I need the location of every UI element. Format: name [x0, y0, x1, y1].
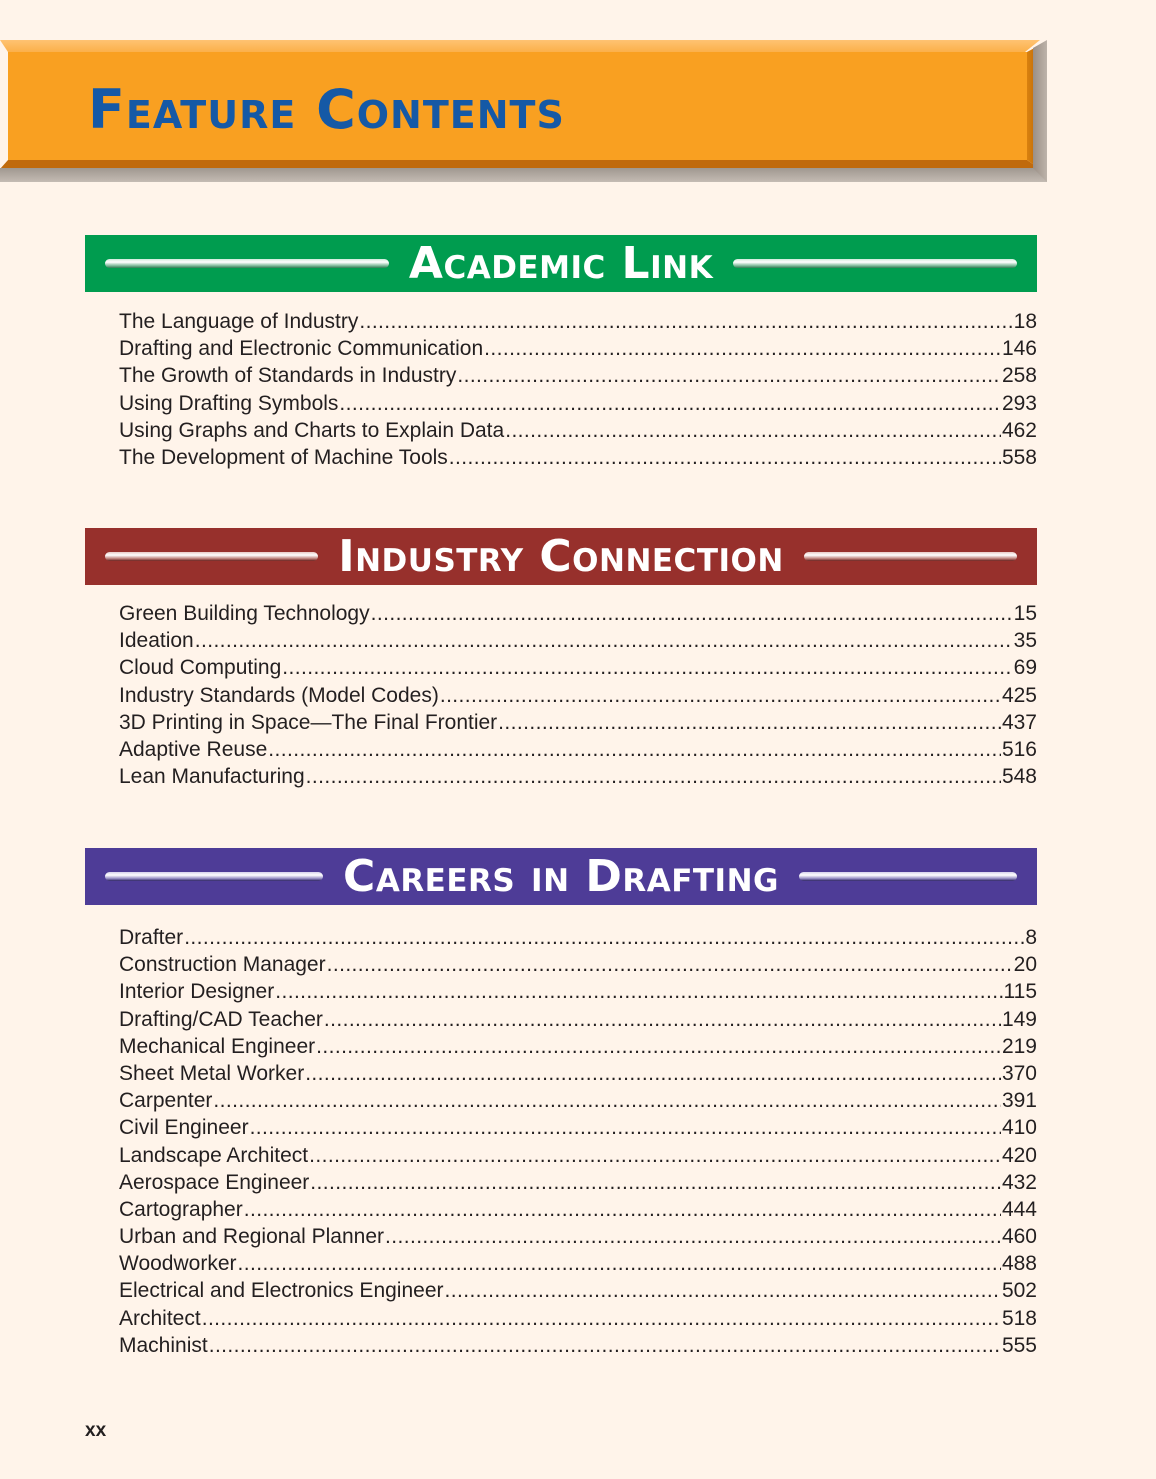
dot-leader [309, 1142, 1001, 1169]
dot-leader [244, 1196, 1001, 1223]
decorative-bar [105, 552, 318, 561]
entry-page-number: 391 [1001, 1089, 1037, 1113]
toc-entry [119, 308, 1037, 335]
entry-label: Civil Engineer [119, 1116, 249, 1140]
entry-label: Construction Manager [119, 953, 326, 977]
dot-leader [209, 1332, 1001, 1359]
entry-label: Mechanical Engineer [119, 1034, 316, 1058]
entry-page-number: 18 [1013, 310, 1037, 333]
dot-leader [359, 308, 1012, 335]
toc-entry [119, 1006, 1037, 1033]
entry-label: Lean Manufacturing [119, 765, 305, 789]
entry-page-number: 35 [1013, 629, 1037, 653]
toc-entry [119, 1087, 1037, 1114]
entry-label: Industry Standards (Model Codes) [119, 683, 439, 707]
page-number: xx [85, 1420, 107, 1441]
toc-entry [119, 654, 1037, 681]
dot-leader [316, 1033, 1001, 1060]
dot-leader [385, 1223, 1001, 1250]
toc-entry [119, 736, 1037, 763]
entry-label: Drafter [119, 926, 184, 949]
toc-entry [119, 1114, 1037, 1141]
entry-label: The Language of Industry [119, 310, 359, 333]
entry-page-number: 410 [1001, 1116, 1037, 1140]
entry-label: Cartographer [119, 1197, 243, 1221]
section-banner-academic-link [85, 235, 1037, 292]
dot-leader [238, 1250, 1001, 1277]
dot-leader [327, 951, 1013, 978]
entry-label: Adaptive Reuse [119, 737, 268, 761]
entry-label: Drafting and Electronic Communication [119, 337, 484, 361]
decorative-bar [105, 872, 323, 881]
toc-entry [119, 924, 1037, 951]
dot-leader [310, 1169, 1001, 1196]
industry-connection-list [119, 600, 1037, 790]
entry-label: Sheet Metal Worker [119, 1061, 305, 1085]
dot-leader [282, 654, 1012, 681]
toc-entry [119, 1223, 1037, 1250]
dot-leader [250, 1114, 1001, 1141]
entry-page-number: 293 [1001, 391, 1037, 415]
dot-leader [213, 1087, 1001, 1114]
dot-leader [440, 682, 1001, 709]
entry-label: Using Graphs and Charts to Explain Data [119, 418, 505, 442]
entry-page-number: 149 [1001, 1007, 1037, 1031]
section-banner-careers-in-drafting [85, 848, 1037, 905]
entry-page-number: 370 [1001, 1061, 1037, 1085]
toc-entry [119, 1196, 1037, 1223]
entry-page-number: 420 [1001, 1143, 1037, 1167]
dot-leader [505, 417, 1001, 444]
decorative-bar [804, 552, 1017, 561]
dot-leader [457, 362, 1001, 389]
toc-entry [119, 1060, 1037, 1087]
careers-in-drafting-list [119, 924, 1037, 1359]
dot-leader [371, 600, 1013, 627]
entry-label: Architect [119, 1306, 201, 1330]
section-title: Academic Link [408, 237, 714, 289]
entry-page-number: 460 [1001, 1225, 1037, 1249]
dot-leader [339, 390, 1001, 417]
toc-entry [119, 1277, 1037, 1304]
toc-entry [119, 978, 1037, 1005]
entry-label: 3D Printing in Space—The Final Frontier [119, 710, 498, 734]
decorative-bar [105, 259, 389, 268]
dot-leader [445, 1277, 1001, 1304]
decorative-bar [799, 872, 1017, 881]
toc-entry [119, 1305, 1037, 1332]
toc-entry [119, 390, 1037, 417]
entry-page-number: 219 [1001, 1034, 1037, 1058]
banner-bevel-bottom [0, 160, 1040, 169]
toc-entry [119, 627, 1037, 654]
entry-page-number: 425 [1001, 683, 1037, 707]
dot-leader [498, 709, 1001, 736]
entry-page-number: 146 [1001, 337, 1037, 361]
toc-entry [119, 1033, 1037, 1060]
entry-label: Carpenter [119, 1089, 213, 1113]
dot-leader [306, 763, 1001, 790]
entry-label: Electrical and Electronics Engineer [119, 1279, 444, 1303]
section-title: Careers in Drafting [343, 850, 779, 902]
dot-leader [275, 978, 1002, 1005]
entry-page-number: 462 [1001, 418, 1037, 442]
entry-page-number: 69 [1013, 656, 1037, 680]
entry-label: Interior Designer [119, 980, 275, 1004]
entry-page-number: 437 [1001, 710, 1037, 734]
entry-page-number: 555 [1001, 1333, 1037, 1357]
dot-leader [484, 335, 1001, 362]
banner-shadow-bottom [0, 168, 1047, 182]
toc-entry [119, 362, 1037, 389]
banner-bevel-top [0, 40, 1040, 52]
entry-page-number: 558 [1001, 445, 1037, 469]
entry-label: Landscape Architect [119, 1143, 309, 1167]
toc-entry [119, 682, 1037, 709]
section-title: Industry Connection [338, 530, 784, 582]
toc-entry [119, 709, 1037, 736]
entry-page-number: 432 [1001, 1170, 1037, 1194]
entry-label: The Development of Machine Tools [119, 445, 448, 469]
toc-entry [119, 417, 1037, 444]
entry-label: Machinist [119, 1333, 208, 1357]
entry-page-number: 115 [1003, 980, 1037, 1004]
entry-page-number: 20 [1013, 953, 1037, 977]
dot-leader [202, 1305, 1001, 1332]
entry-label: Urban and Regional Planner [119, 1225, 385, 1249]
toc-entry [119, 444, 1037, 471]
toc-entry [119, 1332, 1037, 1359]
dot-leader [184, 924, 1024, 951]
entry-label: Aerospace Engineer [119, 1170, 310, 1194]
toc-entry [119, 335, 1037, 362]
entry-page-number: 8 [1025, 926, 1037, 949]
entry-page-number: 15 [1013, 602, 1037, 625]
decorative-bar [733, 259, 1017, 268]
entry-label: Using Drafting Symbols [119, 391, 339, 415]
entry-label: Cloud Computing [119, 656, 282, 680]
dot-leader [324, 1006, 1001, 1033]
entry-page-number: 548 [1001, 765, 1037, 789]
entry-page-number: 518 [1001, 1306, 1037, 1330]
entry-label: Drafting/CAD Teacher [119, 1007, 323, 1031]
toc-entry [119, 763, 1037, 790]
entry-page-number: 258 [1001, 364, 1037, 388]
entry-label: Woodworker [119, 1252, 237, 1276]
entry-page-number: 488 [1001, 1252, 1037, 1276]
entry-page-number: 502 [1001, 1279, 1037, 1303]
dot-leader [305, 1060, 1001, 1087]
entry-label: Green Building Technology [119, 602, 370, 625]
entry-label: Ideation [119, 629, 194, 653]
toc-entry [119, 600, 1037, 627]
entry-label: The Growth of Standards in Industry [119, 364, 457, 388]
entry-page-number: 444 [1001, 1197, 1037, 1221]
entry-page-number: 516 [1001, 737, 1037, 761]
page-title: Feature Contents [88, 78, 565, 141]
toc-entry [119, 951, 1037, 978]
academic-link-list [119, 308, 1037, 471]
banner-shadow-right [1033, 40, 1047, 182]
toc-entry [119, 1169, 1037, 1196]
section-banner-industry-connection [85, 528, 1037, 585]
toc-entry [119, 1250, 1037, 1277]
dot-leader [449, 444, 1001, 471]
dot-leader [195, 627, 1013, 654]
dot-leader [268, 736, 1001, 763]
toc-entry [119, 1142, 1037, 1169]
